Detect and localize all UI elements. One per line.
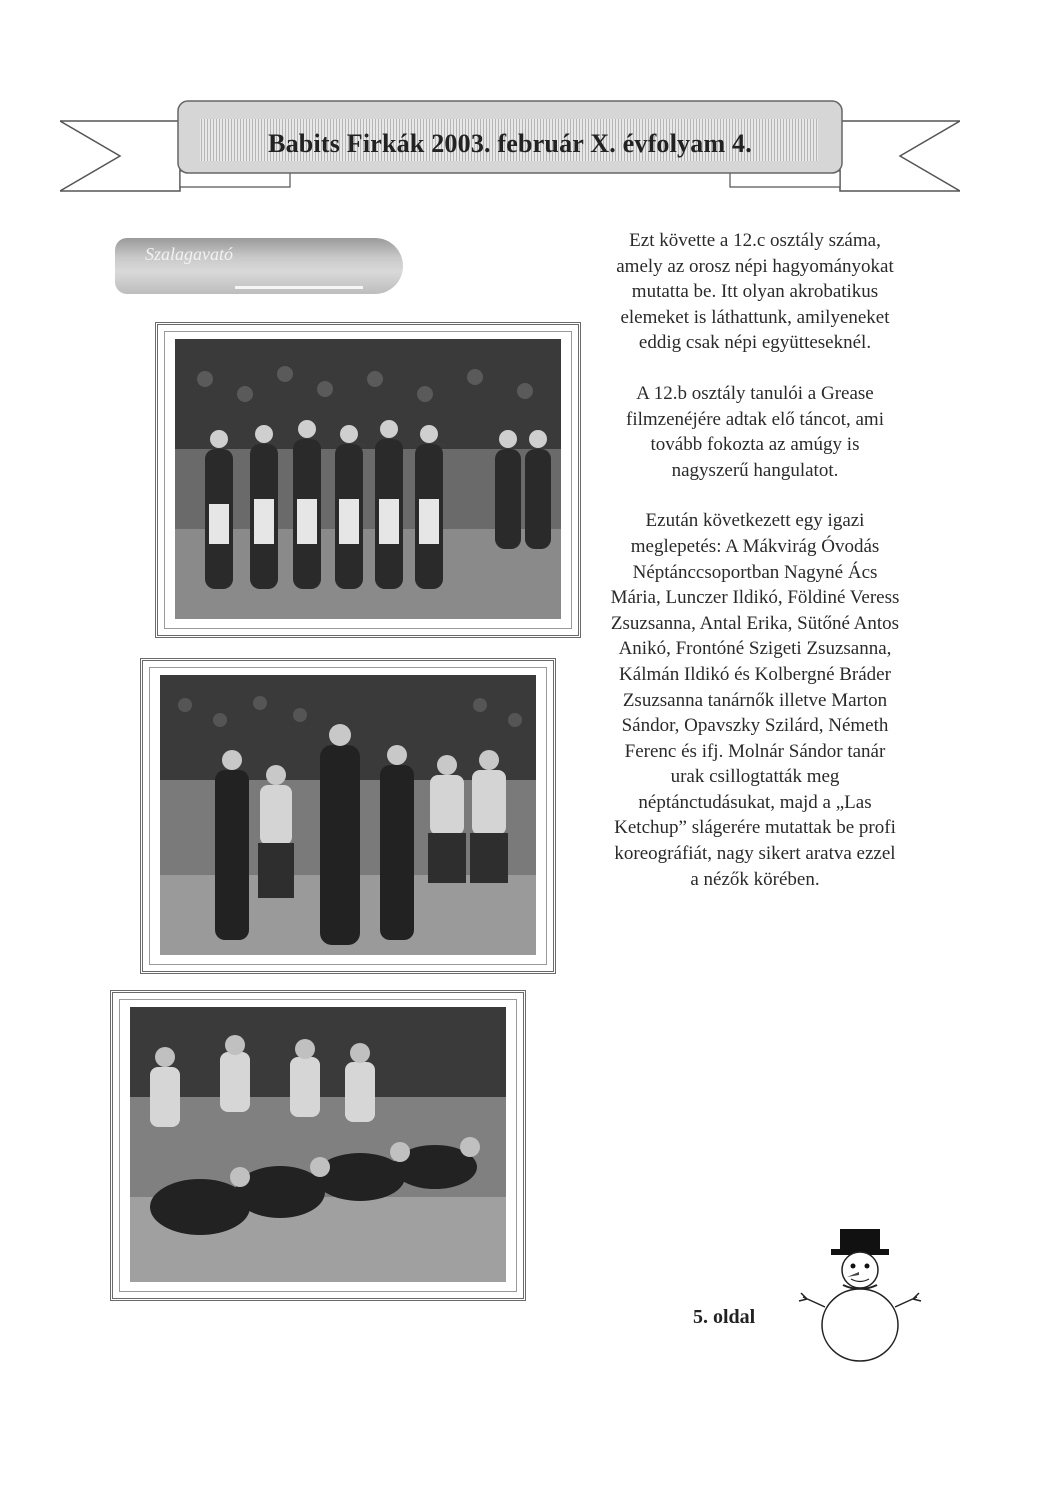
newsletter-title: Babits Firkák 2003. február X. évfolyam 4. [268,129,752,158]
snowman-icon [795,1225,925,1365]
article-text [610,228,900,917]
dancers-photo-2-icon [160,675,536,955]
photo-frame-3 [110,990,526,1301]
article-paragraph: Ezt követte a 12.c osztály száma, amely az orosz népi hagyományokat mutatta be. Itt olyan akrobatikus elemeket is láthattunk, amilyeneket eddig csak népi együtteseknél. [616,230,894,354]
dancers-photo-1-icon [175,339,561,619]
article-paragraph: A 12.b osztály tanulói a Grease filmzenéjére adtak elő táncot, ami tovább fokozta az amúgy is nagyszerű hangulatot. [626,382,884,481]
article-paragraph: Ezután következett egy igazi meglepetés: A Mákvirág Óvodás Néptánccsoportban Nagyné Ács Mária, Lunczer Ildikó, Földiné Veress Zsuzsanna, Antal Erika, Sütőné Antos Anikó, Frontóné Szigeti Zsuzsanna, Kálmán Ildikó és Kolbergné Bráder Zsuzsanna tanárnők illetve Marton Sándor, Opavszky Szilárd, Németh Ferenc és ifj. Molnár Sándor tanár urak csillogtatták meg néptánctudásukat, majd a „Las Ketchup” slágerére mutattak be profi koreográfiát, nagy sikert aratva ezzel a nézők körében. [610,510,900,890]
section-underline [235,286,363,289]
section-label: Szalagavató [145,244,233,264]
photo-frame-1 [155,322,581,638]
page-number: 5. oldal [693,1306,756,1328]
dancers-photo-3-icon [130,1007,506,1282]
photo-frame-2 [140,658,556,974]
section-tab [115,238,403,294]
